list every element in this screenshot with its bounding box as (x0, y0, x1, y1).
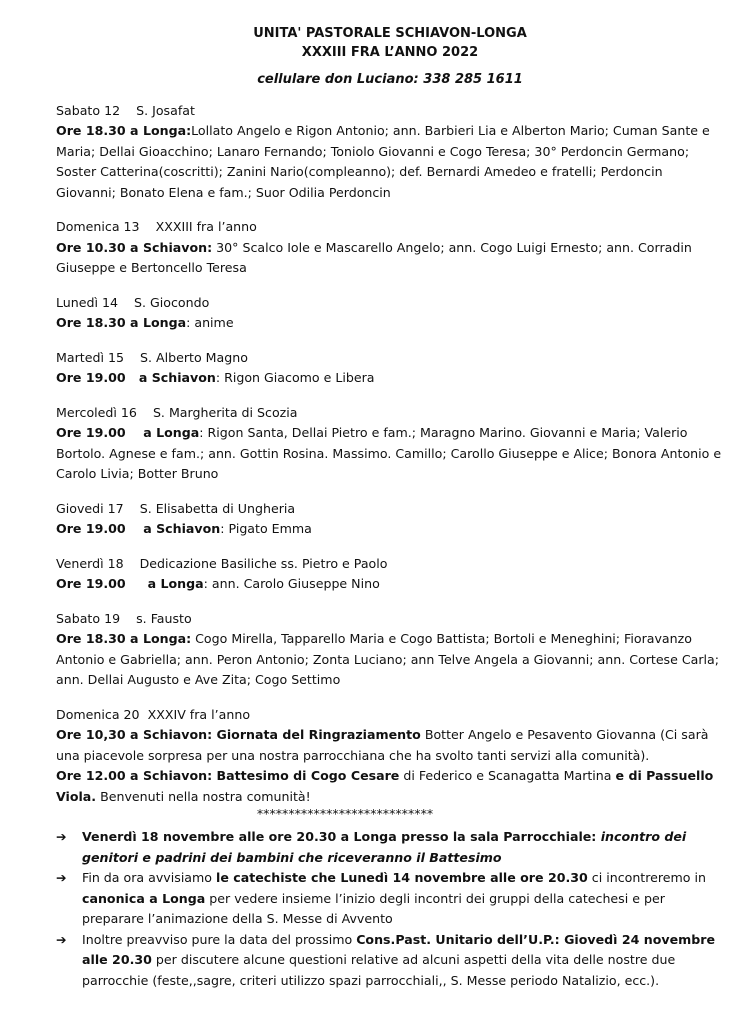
mass-entry (56, 121, 724, 203)
day-label: Giovedi 17 (56, 500, 124, 516)
mass-entry (56, 629, 724, 691)
day-header (56, 499, 724, 520)
day-label: Domenica 13 (56, 219, 140, 234)
day-header (56, 705, 724, 726)
day-label: Venerdì 18 (56, 555, 124, 571)
day-label: Sabato 19 (56, 610, 121, 626)
mass-intentions: : Rigon Giacomo e Libera (215, 370, 375, 385)
mass-entry (56, 368, 724, 389)
mass-extra-bold: e di Passuello Viola. (56, 768, 714, 804)
day-header (56, 554, 724, 575)
notice-text: per vedere insieme l’inizio degli incontri dei gruppi della catechesi e per preparare l’animazione della S. Messe di Avvento (82, 890, 665, 926)
notice-item (56, 868, 724, 930)
day-label: Lunedì 14 (56, 294, 119, 310)
notice-text: per discutere alcune questioni relative ad alcuni aspetti della vita delle nostre due parrocchie (feste,,sagre, criteri utilizzo spazi parrocchiali,, S. Messe periodo Natalizio, ecc.). (82, 952, 676, 988)
mass-intentions: : anime (186, 315, 234, 330)
day-saint: S. Alberto Magno (139, 349, 248, 365)
title-week: XXXIII FRA L’ANNO 2022 (301, 45, 479, 60)
day-saint: S. Giocondo (134, 294, 210, 310)
day-saint: Dedicazione Basiliche ss. Pietro e Paolo (139, 555, 388, 571)
mass-time: Ore 19.00 a Schiavon (56, 521, 221, 536)
day-saint: s. Fausto (136, 610, 192, 626)
day-label: Domenica 20 (56, 706, 140, 722)
bulletin-page (56, 24, 724, 991)
day-header (56, 403, 724, 424)
arrow-icon: ➔ (56, 931, 67, 947)
notice-text: ci incontreremo in (587, 870, 706, 885)
notice-bold: Venerdì 18 novembre alle ore 20.30 a Longa presso la sala Parrocchiale: (82, 829, 601, 844)
mass-intentions: : Pigato Emma (220, 521, 312, 536)
mass-time: Ore 18.30 a Longa: (56, 631, 192, 646)
mass-intentions: : ann. Carolo Giuseppe Nino (203, 576, 380, 591)
day-saint: S. Elisabetta di Ungheria (139, 500, 296, 516)
notice-text: Fin da ora avvisiamo (82, 870, 217, 885)
day-block (56, 217, 724, 279)
day-saint: XXXIV fra l’anno (147, 706, 251, 722)
mass-time: Ore 18.30 a Longa: (56, 123, 192, 138)
notice-bold: le catechiste che Lunedì 14 novembre alle ore 20.30 (216, 870, 588, 885)
mass-time: Ore 10.30 a Schiavon: (56, 239, 213, 255)
day-block (56, 101, 724, 204)
day-header (56, 217, 724, 238)
mass-entry (56, 423, 724, 485)
mass-entry (56, 313, 724, 334)
mass-time: Ore 12.00 a Schiavon: Battesimo di Cogo Cesare (56, 768, 400, 783)
day-block-sunday-20 (56, 705, 724, 822)
day-block (56, 403, 724, 485)
mass-entry (56, 574, 724, 595)
mass-entry (56, 238, 724, 279)
notice-italic: incontro dei genitori e padrini dei bambini che riceveranno il Battesimo (82, 829, 687, 865)
day-block (56, 609, 724, 691)
mass-time: Ore 10,30 a Schiavon: Giornata del Ringraziamento (56, 727, 421, 742)
mass-intentions: Botter Angelo e Pesavento Giovanna (Ci sarà una piacevole sorpresa per una nostra parrocchiana che ha svolto tanti servizi alla comunità). (56, 727, 709, 763)
day-header (56, 609, 724, 630)
mass-entry (56, 766, 724, 807)
separator: **************************** (256, 806, 434, 821)
phone-line: cellulare don Luciano: 338 285 1611 (257, 72, 523, 87)
notice-item (56, 930, 724, 992)
arrow-icon: ➔ (56, 829, 67, 844)
mass-entry (56, 725, 724, 766)
mass-intentions: Cogo Mirella, Tapparello Maria e Cogo Battista; Bortoli e Meneghini; Fioravanzo Antonio e Gabriella; ann. Peron Antonio; Zonta Luciano; ann Telve Angela a Giovanni; ann. Cortese Carla; ann. Dellai Augusto e Ave Zita; Cogo Settimo (56, 631, 720, 687)
day-block (56, 348, 724, 389)
mass-time: Ore 19.00 a Longa (56, 425, 200, 440)
notices-list (56, 827, 724, 991)
day-header (56, 348, 724, 369)
mass-time: Ore 19.00 a Schiavon (56, 370, 216, 385)
day-saint: S. Margherita di Scozia (152, 404, 298, 420)
notice-item (56, 827, 724, 868)
mass-intentions: Lollato Angelo e Rigon Antonio; ann. Barbieri Lia e Alberton Mario; Cuman Sante e Maria; Dellai Gioacchino; Lanaro Fernando; Toniolo Giovanni e Cogo Teresa; 30° Perdoncin Germano; Soster Catterina(coscritti); Zanini Nario(compleanno); def. Bernardi Amedeo e fratelli; Perdoncin Giovanni; Bonato Elena e fam.; Suor Odilia Perdoncin (56, 123, 710, 200)
day-label: Mercoledì 16 (56, 404, 137, 420)
mass-intentions: di Federico e Scanagatta Martina (399, 768, 616, 783)
mass-time: Ore 19.00 a Longa (56, 576, 204, 591)
arrow-icon: ➔ (56, 870, 67, 885)
day-header (56, 293, 724, 314)
day-label: Martedì 15 (56, 349, 124, 365)
day-saint: S. Josafat (136, 102, 195, 118)
mass-time: Ore 18.30 a Longa (56, 315, 187, 330)
mass-intentions: 30° Scalco Iole e Mascarello Angelo; ann. Cogo Luigi Ernesto; ann. Corradin Giuseppe e Bertoncello Teresa (56, 239, 692, 275)
day-label: Sabato 12 (56, 102, 121, 118)
mass-intentions: : Rigon Santa, Dellai Pietro e fam.; Maragno Marino. Giovanni e Maria; Valerio Bortolo. Agnese e fam.; ann. Gottin Rosina. Massimo. Camillo; Carollo Giuseppe e Alice; Bonora Antonio e Carolo Livia; Botter Bruno (56, 425, 722, 481)
mass-welcome: Benvenuti nella nostra comunità! (96, 788, 311, 804)
day-header (56, 101, 724, 122)
notice-bold: Cons.Past. Unitario dell’U.P.: Giovedì 24 novembre alle 20.30 (82, 931, 716, 967)
mass-entry (56, 519, 724, 540)
day-block (56, 499, 724, 540)
mass-schedule (56, 101, 724, 691)
title-parish: UNITA' PASTORALE SCHIAVON-LONGA (253, 26, 527, 41)
notice-bold: canonica a Longa (82, 890, 206, 906)
day-block (56, 554, 724, 595)
notice-text: Inoltre preavviso pure la data del prossimo (82, 931, 357, 947)
day-block (56, 293, 724, 334)
day-saint: XXXIII fra l’anno (155, 219, 257, 234)
